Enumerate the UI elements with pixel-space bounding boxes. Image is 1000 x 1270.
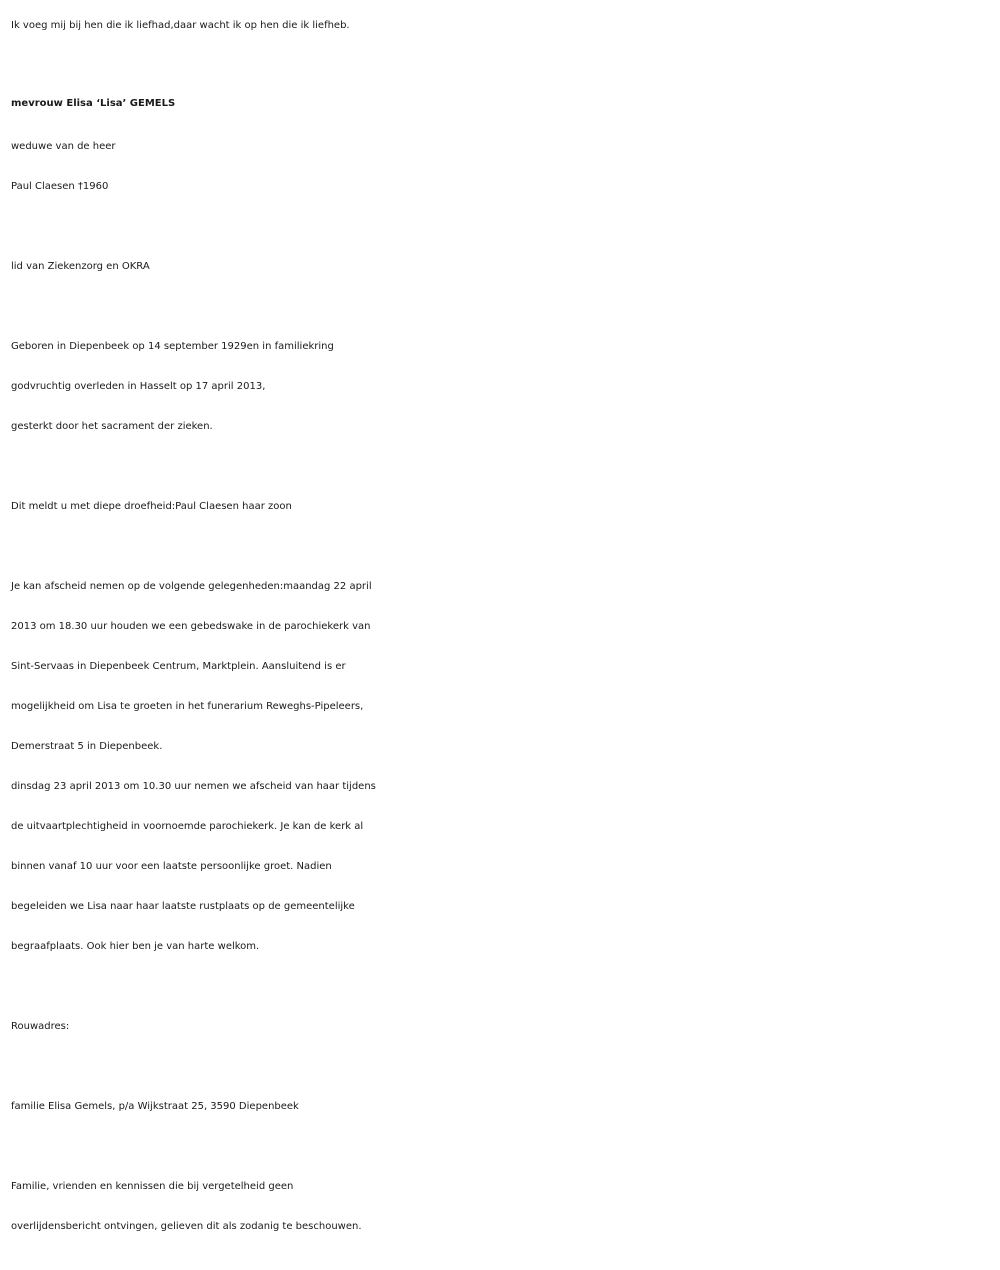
- spacer: [11, 287, 991, 327]
- motto-text: Ik voeg mij bij hen die ik liefhad,daar wacht ik op hen die ik liefheb.: [11, 20, 350, 31]
- closing-line-1: Familie, vrienden en kennissen die bij vergetelheid geen: [11, 1181, 294, 1192]
- farewell-line-2: 2013 om 18.30 uur houden we een gebedswake in de parochiekerk van: [11, 621, 371, 632]
- obituary-notice: [11, 0, 991, 1247]
- farewell-line-6: dinsdag 23 april 2013 om 10.30 uur nemen we afscheid van haar tijdens: [11, 781, 376, 792]
- spacer: [11, 1047, 991, 1087]
- spouse-line-1: weduwe van de heer: [11, 141, 116, 152]
- address-text: familie Elisa Gemels, p/a Wijkstraat 25, 3590 Diepenbeek: [11, 1101, 299, 1112]
- farewell-line-10: begraafplaats. Ook hier ben je van harte welkom.: [11, 941, 260, 952]
- announcement-text: Dit meldt u met diepe droefheid:Paul Claesen haar zoon: [11, 501, 292, 512]
- spacer: [11, 527, 991, 567]
- farewell-line-7: de uitvaartplechtigheid in voornoemde parochiekerk. Je kan de kerk al: [11, 821, 364, 832]
- birth-death-line-1: Geboren in Diepenbeek op 14 september 1929en in familiekring: [11, 341, 334, 352]
- spacer: [11, 447, 991, 487]
- address-label: Rouwadres:: [11, 1021, 70, 1032]
- closing-line-2: overlijdensbericht ontvingen, gelieven dit als zodanig te beschouwen.: [11, 1221, 362, 1232]
- farewell-line-9: begeleiden we Lisa naar haar laatste rustplaats op de gemeentelijke: [11, 901, 355, 912]
- spacer: [11, 967, 991, 1007]
- farewell-line-1: Je kan afscheid nemen op de volgende gelegenheden:maandag 22 april: [11, 581, 372, 592]
- spacer: [11, 207, 991, 247]
- birth-death-line-3: gesterkt door het sacrament der zieken.: [11, 421, 213, 432]
- farewell-line-3: Sint-Servaas in Diepenbeek Centrum, Marktplein. Aansluitend is er: [11, 661, 346, 672]
- deceased-name: mevrouw Elisa ‘Lisa’ GEMELS: [11, 98, 176, 109]
- farewell-line-4: mogelijkheid om Lisa te groeten in het funerarium Reweghs-Pipeleers,: [11, 701, 364, 712]
- farewell-line-8: binnen vanaf 10 uur voor een laatste persoonlijke groet. Nadien: [11, 861, 332, 872]
- spouse-line-2: Paul Claesen †1960: [11, 181, 109, 192]
- membership-text: lid van Ziekenzorg en OKRA: [11, 261, 150, 272]
- spacer: [11, 1127, 991, 1167]
- farewell-line-5: Demerstraat 5 in Diepenbeek.: [11, 741, 163, 752]
- birth-death-line-2: godvruchtig overleden in Hasselt op 17 april 2013,: [11, 381, 266, 392]
